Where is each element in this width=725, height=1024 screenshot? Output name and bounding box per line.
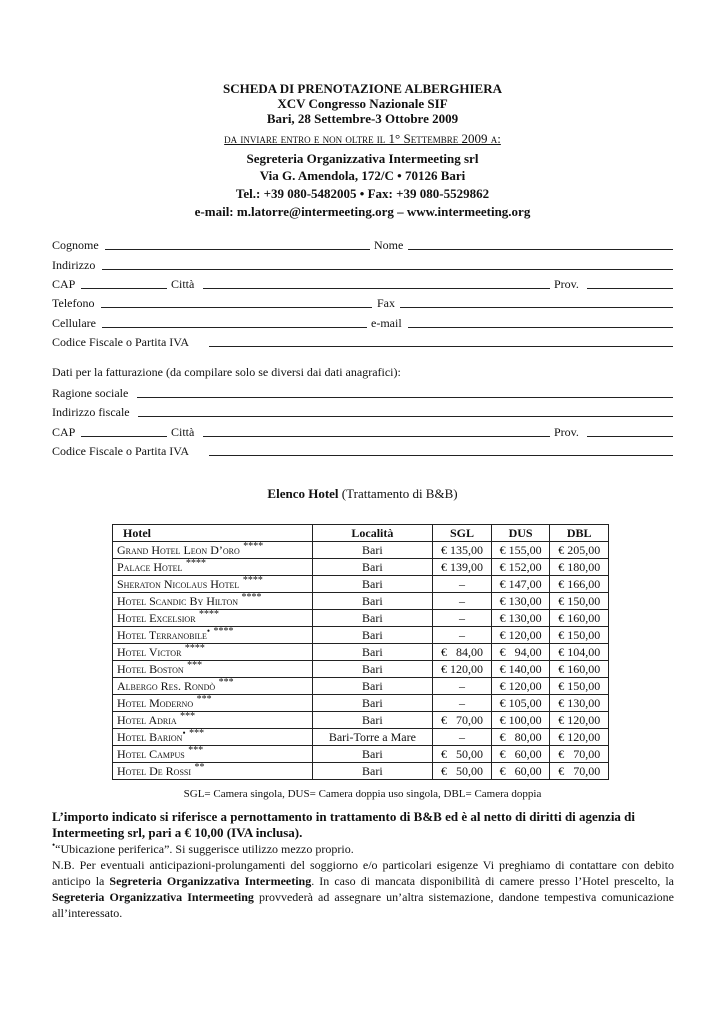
hotel-stars: *** — [218, 676, 234, 688]
hotel-price-dus: € 155,00 — [491, 542, 550, 559]
organizer-name: Segreteria Organizzativa Intermeeting srl — [246, 151, 479, 166]
citta-billing-field[interactable] — [203, 436, 550, 437]
hotel-localita: Bari — [312, 644, 433, 661]
hotel-price-dbl: € 180,00 — [550, 559, 609, 576]
nome-label: Nome — [374, 238, 404, 252]
hotel-localita: Bari — [312, 610, 433, 627]
hotel-stars: **** — [213, 625, 234, 637]
hotel-name-text: Hotel Victor — [117, 644, 182, 659]
hotel-price-sgl: – — [433, 627, 492, 644]
citta-field[interactable] — [203, 288, 550, 289]
hotel-localita: Bari — [312, 746, 433, 763]
table-row — [113, 593, 609, 610]
hotel-price-dbl: € 205,00 — [550, 542, 609, 559]
hotel-price-dbl: € 160,00 — [550, 661, 609, 678]
hotel-price-dus: € 80,00 — [491, 729, 550, 746]
nb-text-1: N.B. Per eventuali anticipazioni-prolungamenti del soggiorno e/o particolari esigenze Vi preghiamo di contattare con debito anticipo la — [52, 858, 674, 888]
hotel-price-sgl: € 50,00 — [433, 746, 492, 763]
hotel-name — [113, 542, 313, 559]
prov-billing-field[interactable] — [587, 436, 673, 437]
hotel-price-dbl: € 150,00 — [550, 678, 609, 695]
prov-field[interactable] — [587, 288, 673, 289]
hotel-price-dus: € 60,00 — [491, 746, 550, 763]
email-field[interactable] — [408, 327, 673, 328]
hotel-name — [113, 746, 313, 763]
email-label: e-mail — [371, 316, 402, 330]
hotel-price-dus: € 130,00 — [491, 610, 550, 627]
hotel-price-dbl: € 130,00 — [550, 695, 609, 712]
hotel-price-dbl: € 120,00 — [550, 712, 609, 729]
table-row — [113, 661, 609, 678]
congress-dates: Bari, 28 Settembre-3 Ottobre 2009 — [266, 111, 459, 126]
importo-note: L’importo indicato si riferisce a pernottamento in trattamento di B&B ed è al netto di diritti di agenzia di Intermeeting srl, pari a € 10,00 (IVA inclusa). — [52, 809, 636, 840]
hotel-name — [113, 627, 313, 644]
hotel-price-dbl: € 150,00 — [550, 593, 609, 610]
fax-field[interactable] — [400, 307, 673, 308]
hotel-name-text: Hotel Barion — [117, 729, 183, 744]
hotel-list-title-rest: (Trattamento di B&B) — [338, 486, 458, 501]
hotel-price-dus: € 60,00 — [491, 763, 550, 780]
col-dbl: DBL — [550, 525, 609, 542]
hotel-localita: Bari — [312, 678, 433, 695]
hotel-localita: Bari — [312, 763, 433, 780]
hotel-name-text: Albergo Res. Rondò — [117, 678, 216, 693]
hotel-localita: Bari — [312, 559, 433, 576]
hotel-list-title — [0, 486, 725, 502]
hotel-name-text: Hotel Campus — [117, 746, 185, 761]
bullet-mark: • — [52, 840, 56, 850]
hotel-name — [113, 593, 313, 610]
ubicazione-text: “Ubicazione periferica”. Si suggerisce utilizzo mezzo proprio. — [55, 842, 354, 856]
hotel-name — [113, 763, 313, 780]
hotel-stars: *** — [186, 659, 202, 671]
citta-label: Città — [171, 277, 195, 291]
hotel-name-text: Palace Hotel — [117, 559, 183, 574]
telefono-label: Telefono — [52, 296, 95, 310]
codice-fiscale-billing-field[interactable] — [209, 455, 673, 456]
hotel-stars: **** — [241, 591, 262, 603]
nb-text-2: . In caso di mancata disponibilità di camere presso l’Hotel prescelto, la — [311, 874, 674, 888]
indirizzo-field[interactable] — [102, 269, 673, 270]
hotel-name-text: Hotel Moderno — [117, 695, 194, 710]
hotel-price-sgl: € 70,00 — [433, 712, 492, 729]
hotel-name — [113, 610, 313, 627]
hotel-price-sgl: – — [433, 695, 492, 712]
table-row — [113, 559, 609, 576]
hotel-price-dus: € 147,00 — [491, 576, 550, 593]
col-localita: Località — [312, 525, 433, 542]
hotel-localita: Bari — [312, 627, 433, 644]
cap-billing-field[interactable] — [81, 436, 167, 437]
hotel-name-text: Hotel Boston — [117, 661, 184, 676]
ragione-sociale-field[interactable] — [137, 397, 673, 398]
hotel-stars: **** — [185, 557, 206, 569]
col-hotel: Hotel — [113, 525, 313, 542]
hotel-localita: Bari — [312, 542, 433, 559]
hotel-price-sgl: – — [433, 593, 492, 610]
organizer-contacts: e-mail: m.latorre@intermeeting.org – www.intermeeting.org — [194, 204, 531, 219]
table-row — [113, 678, 609, 695]
hotel-price-sgl: € 50,00 — [433, 763, 492, 780]
cognome-field[interactable] — [105, 249, 370, 250]
nb-org-2: Segreteria Organizzativa Intermeeting — [52, 890, 254, 904]
billing-intro: Dati per la fatturazione (da compilare solo se diversi dai dati anagrafici): — [52, 365, 401, 379]
hotel-price-dbl: € 166,00 — [550, 576, 609, 593]
codice-fiscale-billing-label: Codice Fiscale o Partita IVA — [52, 444, 190, 458]
ragione-sociale-label: Ragione sociale — [52, 386, 129, 400]
hotel-price-dus: € 120,00 — [491, 627, 550, 644]
hotel-price-dus: € 140,00 — [491, 661, 550, 678]
hotel-price-dbl: € 104,00 — [550, 644, 609, 661]
codice-fiscale-label: Codice Fiscale o Partita IVA — [52, 335, 190, 349]
hotel-price-dus: € 120,00 — [491, 678, 550, 695]
indirizzo-label: Indirizzo — [52, 258, 96, 272]
hotel-stars: ** — [194, 761, 204, 773]
table-row — [113, 712, 609, 729]
hotel-price-sgl: – — [433, 576, 492, 593]
hotel-name-text: Hotel Terranobile — [117, 627, 207, 642]
hotel-price-sgl: – — [433, 678, 492, 695]
col-sgl: SGL — [433, 525, 492, 542]
nb-text-3: provvederà ad assegnare un’altra sistemazione, dandone tempestiva comunicazione all’interessato. — [52, 890, 674, 920]
hotel-price-dus: € 105,00 — [491, 695, 550, 712]
hotel-name — [113, 576, 313, 593]
cap-field[interactable] — [81, 288, 167, 289]
table-row — [113, 610, 609, 627]
hotel-name — [113, 729, 313, 746]
hotel-name-text: Hotel Excelsior — [117, 610, 196, 625]
cellulare-field[interactable] — [102, 327, 367, 328]
table-row — [113, 576, 609, 593]
hotel-price-sgl: – — [433, 610, 492, 627]
hotel-name — [113, 559, 313, 576]
hotel-price-dus: € 152,00 — [491, 559, 550, 576]
indirizzo-fiscale-field[interactable] — [138, 416, 673, 417]
cellulare-label: Cellulare — [52, 316, 96, 330]
hotel-name-text: Hotel Adria — [117, 712, 177, 727]
nb-org-1: Segreteria Organizzativa Intermeeting — [109, 874, 312, 888]
hotel-localita: Bari — [312, 712, 433, 729]
hotel-price-dus: € 130,00 — [491, 593, 550, 610]
hotel-stars: **** — [184, 642, 205, 654]
hotel-name — [113, 644, 313, 661]
hotel-table — [112, 524, 609, 780]
hotel-price-dus: € 94,00 — [491, 644, 550, 661]
cap-label: CAP — [52, 277, 76, 291]
table-row — [113, 644, 609, 661]
table-row — [113, 627, 609, 644]
hotel-localita: Bari-Torre a Mare — [312, 729, 433, 746]
notes — [52, 809, 674, 921]
hotel-name — [113, 678, 313, 695]
prov-billing-label: Prov. — [554, 425, 579, 439]
hotel-price-dbl: € 150,00 — [550, 627, 609, 644]
indirizzo-fiscale-label: Indirizzo fiscale — [52, 405, 130, 419]
table-row — [113, 542, 609, 559]
telefono-field[interactable] — [101, 307, 372, 308]
room-legend: SGL= Camera singola, DUS= Camera doppia uso singola, DBL= Camera doppia — [183, 788, 542, 800]
hotel-name-text: Hotel Scandic By Hilton — [117, 593, 239, 608]
hotel-price-sgl: – — [433, 729, 492, 746]
hotel-name-text: Hotel De Rossi — [117, 763, 191, 778]
hotel-localita: Bari — [312, 593, 433, 610]
hotel-stars: **** — [198, 608, 219, 620]
fax-label: Fax — [377, 296, 395, 310]
hotel-price-dbl: € 120,00 — [550, 729, 609, 746]
hotel-price-sgl: € 120,00 — [433, 661, 492, 678]
hotel-name — [113, 695, 313, 712]
table-row — [113, 763, 609, 780]
organizer-address: Via G. Amendola, 172/C • 70126 Bari — [259, 168, 466, 183]
hotel-stars: *** — [187, 744, 203, 756]
ubicazione-note — [52, 841, 674, 857]
hotel-localita: Bari — [312, 576, 433, 593]
nome-field[interactable] — [408, 249, 673, 250]
hotel-price-dus: € 100,00 — [491, 712, 550, 729]
hotel-name-text: Grand Hotel Leon D’oro — [117, 542, 240, 557]
hotel-localita: Bari — [312, 661, 433, 678]
hotel-price-sgl: € 84,00 — [433, 644, 492, 661]
hotel-stars: *** — [196, 693, 212, 705]
hotel-name — [113, 661, 313, 678]
cognome-label: Cognome — [52, 238, 99, 252]
peripheral-bullet: • — [182, 727, 186, 738]
congress-name: XCV Congresso Nazionale SIF — [277, 96, 448, 111]
hotel-stars: **** — [242, 540, 263, 552]
hotel-price-dbl: € 70,00 — [550, 746, 609, 763]
nb-note — [52, 857, 674, 921]
col-dus: DUS — [491, 525, 550, 542]
hotel-stars: *** — [179, 710, 195, 722]
hotel-stars: *** — [188, 727, 204, 739]
hotel-price-sgl: € 135,00 — [433, 542, 492, 559]
hotel-price-dbl: € 70,00 — [550, 763, 609, 780]
hotel-table-header — [113, 525, 609, 542]
deadline-note: da inviare entro e non oltre il 1° Settembre 2009 a: — [224, 131, 501, 146]
hotel-price-dbl: € 160,00 — [550, 610, 609, 627]
citta-billing-label: Città — [171, 425, 195, 439]
organizer-phones: Tel.: +39 080-5482005 • Fax: +39 080-5529862 — [235, 186, 490, 201]
hotel-price-sgl: € 139,00 — [433, 559, 492, 576]
hotel-name-text: Sheraton Nicolaus Hotel — [117, 576, 240, 591]
form-title: SCHEDA DI PRENOTAZIONE ALBERGHIERA — [223, 81, 502, 96]
table-row — [113, 729, 609, 746]
hotel-name — [113, 712, 313, 729]
peripheral-bullet: • — [206, 625, 211, 636]
table-row — [113, 695, 609, 712]
hotel-list-title-bold: Elenco Hotel — [267, 486, 339, 501]
prov-label: Prov. — [554, 277, 579, 291]
hotel-localita: Bari — [312, 695, 433, 712]
hotel-stars: **** — [242, 574, 263, 586]
codice-fiscale-field[interactable] — [209, 346, 673, 347]
cap-billing-label: CAP — [52, 425, 76, 439]
table-row — [113, 746, 609, 763]
